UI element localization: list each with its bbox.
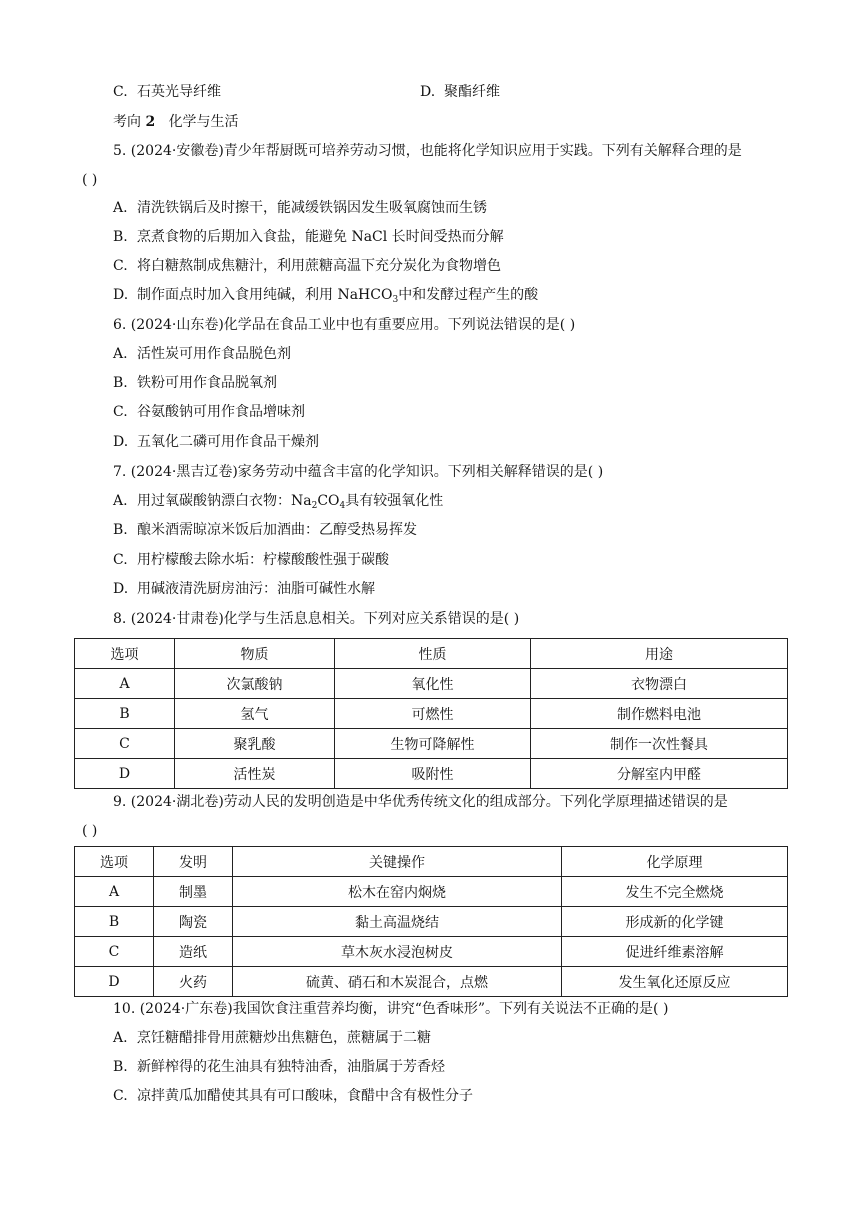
header-cell: 用途 [531,639,788,669]
table-cell: 火药 [154,967,233,997]
option-d [420,83,500,101]
table-cell: B [75,699,175,729]
option-text: 酿米酒需晾凉米饭后加酒曲：乙醇受热易挥发 [137,522,417,538]
q6-option-d [113,433,319,451]
option-text-pre: 用过氧碳酸钠漂白衣物：Na [137,493,312,509]
q9-answer-paren: ( ) [82,823,98,839]
table-cell: 黏土高温烧结 [233,907,562,937]
subscript: 2 [311,501,318,511]
header-cell: 性质 [335,639,531,669]
table-cell: 松木在窑内焖烧 [233,877,562,907]
option-label: B. [113,375,128,391]
table-cell: 草木灰水浸泡树皮 [233,937,562,967]
table-cell: 发生氧化还原反应 [562,967,788,997]
q7-stem: 7. (2024·黑吉辽卷)家务劳动中蕴含丰富的化学知识。下列相关解释错误的是( ) [113,464,604,480]
table-cell: 生物可降解性 [335,729,531,759]
table-cell: 促进纤维素溶解 [562,937,788,967]
option-text-pre: 制作面点时加入食用纯碱，利用 NaHCO [137,287,393,303]
option-text: 铁粉可用作食品脱氧剂 [137,375,277,391]
q5-option-b [113,228,504,246]
table-cell: 活性炭 [175,759,335,789]
table-cell: A [75,877,154,907]
option-label: C. [113,552,128,568]
option-label: D. [113,581,129,597]
table-row [75,907,788,937]
table-cell: 吸附性 [335,759,531,789]
q5-option-c [113,257,501,275]
option-text: 清洗铁锅后及时擦干，能减缓铁锅因发生吸氧腐蚀而生锈 [137,200,487,216]
table-row [75,759,788,789]
table-cell: 氧化性 [335,669,531,699]
q10-option-b [113,1058,445,1076]
table-cell: D [75,759,175,789]
table-cell: A [75,669,175,699]
table-row [75,699,788,729]
header-cell: 化学原理 [562,847,788,877]
q5-answer-paren: ( ) [82,172,98,188]
section-title: 化学与生活 [168,114,239,130]
q8-stem: 8. (2024·甘肃卷)化学与生活息息相关。下列对应关系错误的是( ) [113,611,520,627]
table-cell: 发生不完全燃烧 [562,877,788,907]
option-label: D. [113,434,129,450]
table-cell: 制作一次性餐具 [531,729,788,759]
option-label: B. [113,1059,128,1075]
table-cell: 分解室内甲醛 [531,759,788,789]
option-text: 聚酯纤维 [444,84,500,100]
table-cell: 造纸 [154,937,233,967]
q9-stem: 9. (2024·湖北卷)劳动人民的发明创造是中华优秀传统文化的组成部分。下列化学原理描述错误的是 [113,794,728,810]
q8-table [74,638,788,789]
option-text: 用碱液清洗厨房油污：油脂可碱性水解 [137,581,375,597]
option-label: C. [113,84,128,100]
option-label: D. [113,287,129,303]
q6-option-c [113,403,305,421]
table-cell: 硫黄、硝石和木炭混合，点燃 [233,967,562,997]
table-cell: D [75,967,154,997]
option-text: 烹煮食物的后期加入食盐，能避免 NaCl 长时间受热而分解 [137,229,504,245]
option-label: A. [113,200,128,216]
option-label: A. [113,1030,128,1046]
table-cell: C [75,937,154,967]
q5-stem: 5. (2024·安徽卷)青少年帮厨既可培养劳动习惯，也能将化学知识应用于实践。下列有关解释合理的是 [113,143,742,159]
table-row [75,729,788,759]
q10-option-a [113,1029,431,1047]
table-row [75,967,788,997]
q5-option-d [113,286,538,304]
table-row [75,937,788,967]
q9-table [74,846,788,997]
q5-option-a [113,199,487,217]
subscript: 3 [392,295,399,305]
table-cell: 衣物漂白 [531,669,788,699]
option-text: 谷氨酸钠可用作食品增味剂 [137,404,305,420]
table-cell: 陶瓷 [154,907,233,937]
option-text-post: 中和发酵过程产生的酸 [398,287,539,303]
table-row [75,669,788,699]
q6-option-b [113,374,277,392]
table-cell: 形成新的化学键 [562,907,788,937]
table-cell: 可燃性 [335,699,531,729]
q7-option-b [113,521,417,539]
option-text: 烹饪糖醋排骨用蔗糖炒出焦糖色，蔗糖属于二糖 [137,1030,431,1046]
option-text: 用柠檬酸去除水垢：柠檬酸酸性强于碳酸 [137,552,389,568]
q7-option-d [113,580,375,598]
q10-stem: 10. (2024·广东卷)我国饮食注重营养均衡，讲究“色香味形”。下列有关说法不正确的是( ) [113,1001,669,1017]
header-cell: 关键操作 [233,847,562,877]
header-cell: 选项 [75,639,175,669]
header-cell: 选项 [75,847,154,877]
option-label: A. [113,346,128,362]
option-text: 石英光导纤维 [137,84,221,100]
header-cell: 物质 [175,639,335,669]
q6-stem: 6. (2024·山东卷)化学品在食品工业中也有重要应用。下列说法错误的是( ) [113,317,576,333]
table-cell: 制作燃料电池 [531,699,788,729]
option-label: C. [113,404,128,420]
option-c [113,83,221,101]
table-cell: C [75,729,175,759]
section-heading [113,113,239,131]
option-text: 五氧化二磷可用作食品干燥剂 [137,434,319,450]
option-text: 将白糖熬制成焦糖汁，利用蔗糖高温下充分炭化为食物增色 [137,258,501,274]
table-header-row [75,847,788,877]
q7-option-c [113,551,389,569]
header-cell: 发明 [154,847,233,877]
subscript: 4 [339,501,346,511]
option-text: 新鲜榨得的花生油具有独特油香，油脂属于芳香烃 [137,1059,445,1075]
option-text: 凉拌黄瓜加醋使其具有可口酸味，食醋中含有极性分子 [137,1088,473,1104]
option-text-mid: CO [317,493,340,509]
table-cell: B [75,907,154,937]
section-label: 考向 [113,114,141,130]
option-label: C. [113,1088,128,1104]
q7-option-a [113,492,443,510]
option-label: B. [113,229,128,245]
section-number: 2 [145,114,156,130]
option-text-post: 具有较强氧化性 [345,493,444,509]
option-label: D. [420,84,436,100]
table-cell: 制墨 [154,877,233,907]
q6-option-a [113,345,291,363]
table-cell: 聚乳酸 [175,729,335,759]
option-label: A. [113,493,128,509]
option-label: B. [113,522,128,538]
q10-option-c [113,1087,473,1105]
option-label: C. [113,258,128,274]
option-text: 活性炭可用作食品脱色剂 [137,346,291,362]
table-header-row [75,639,788,669]
table-row [75,877,788,907]
table-cell: 氢气 [175,699,335,729]
table-cell: 次氯酸钠 [175,669,335,699]
